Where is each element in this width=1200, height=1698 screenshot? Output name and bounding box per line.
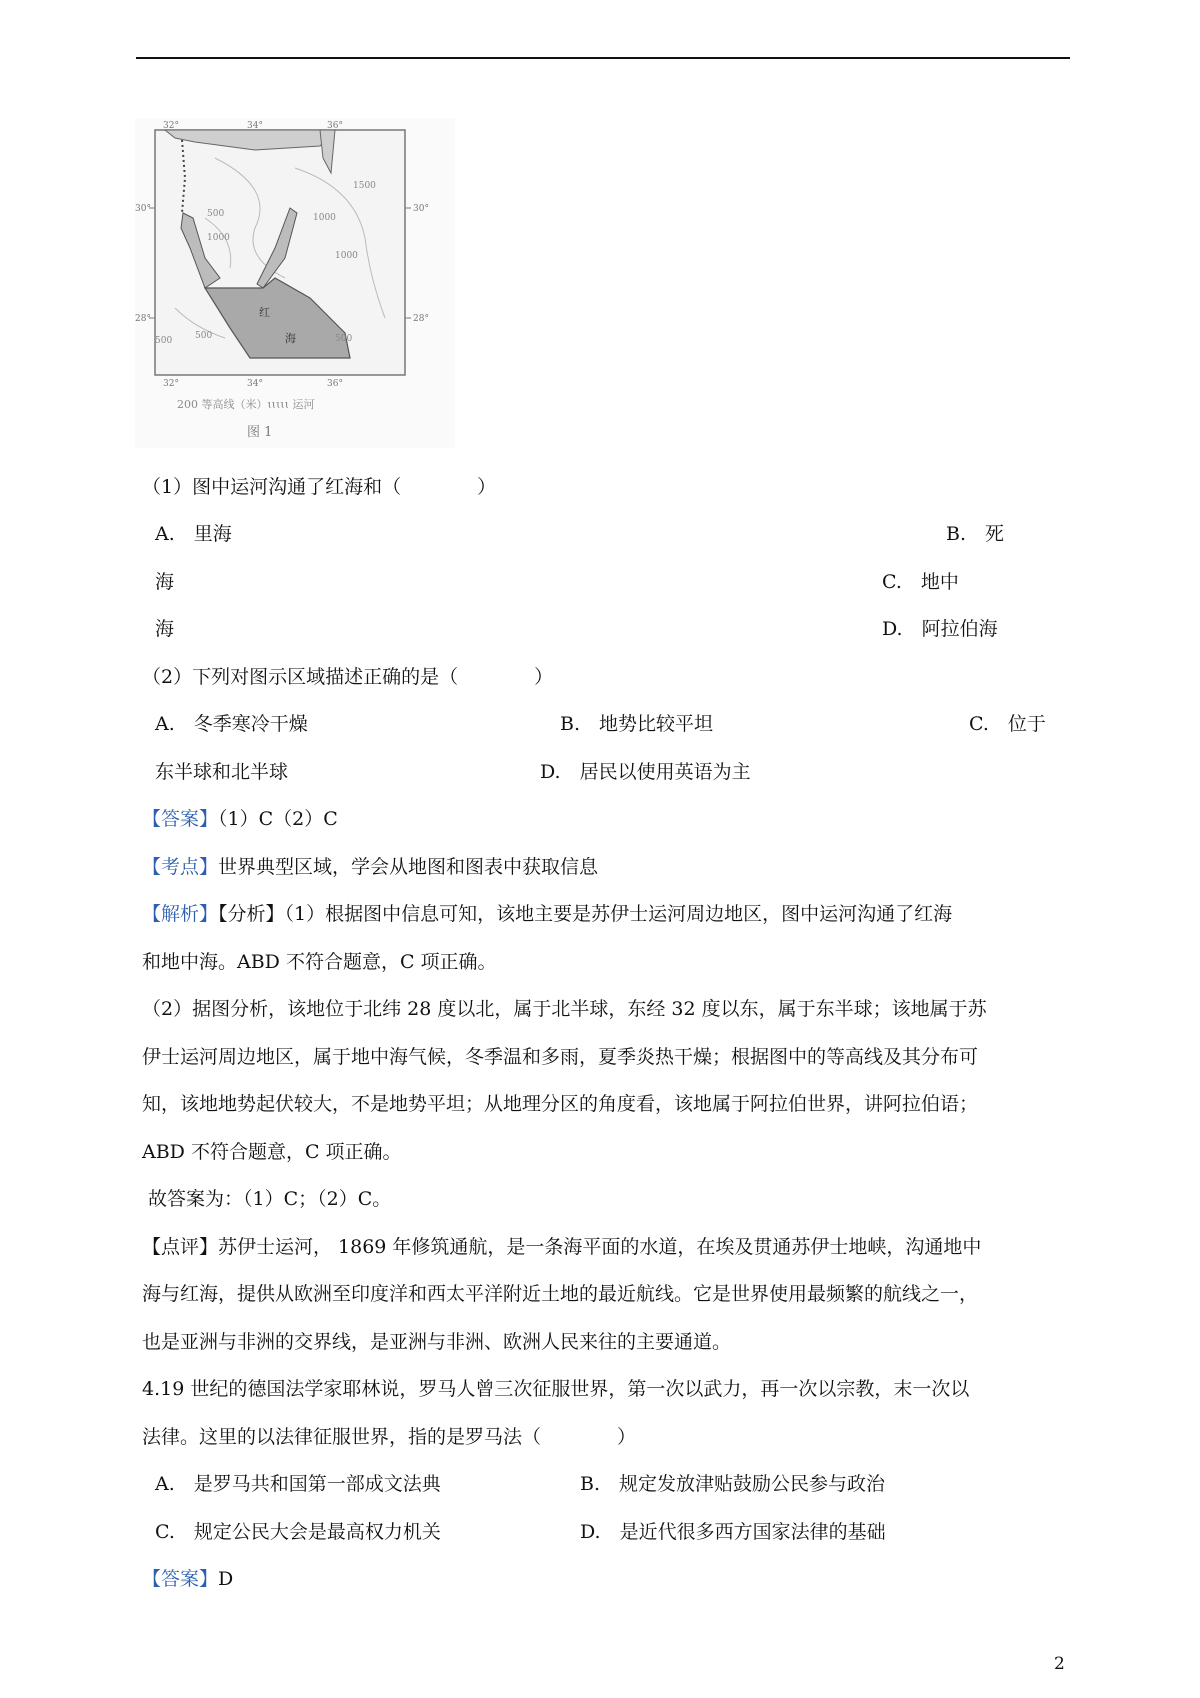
contour-label: 1000: [313, 213, 336, 223]
suez-map-figure: [135, 118, 455, 448]
q2-stem: （2）下列对图示区域描述正确的是（ ）: [142, 666, 554, 688]
q2-option-b: B. 地势比较平坦: [560, 713, 714, 735]
jiexi-line-7: 故答案为：（1）C；（2）C。: [148, 1188, 392, 1210]
q1-stem: （1）图中运河沟通了红海和（ ）: [142, 476, 497, 498]
map-bottom-lon-2: 34°: [247, 379, 263, 389]
q2-option-c-cont: 东半球和北半球: [155, 761, 289, 783]
jiexi-line-6: ABD 不符合题意，C 项正确。: [142, 1141, 402, 1163]
dianping-line-3: 也是亚洲与非洲的交界线，是亚洲与非洲、欧洲人民来往的主要通道。: [142, 1331, 732, 1353]
red-sea-label-1: 红: [259, 306, 270, 319]
map-left-lat-1: 30°: [135, 204, 151, 214]
q2-option-c: C. 位于: [969, 713, 1046, 735]
q4-stem-line-1: 4.19 世纪的德国法学家耶林说，罗马人曾三次征服世界，第一次以武力，再一次以宗教，末一次以: [142, 1378, 970, 1400]
dianping-line-1: 【点评】苏伊士运河， 1869 年修筑通航，是一条海平面的水道，在埃及贯通苏伊士地峡，沟通地中: [142, 1236, 982, 1258]
map-legend: 200 等高线（米）ɩɩɩɩɩ 运河: [177, 398, 315, 411]
q1-option-c-cont: 海: [155, 618, 175, 640]
header-rule: [136, 57, 1070, 59]
contour-label: 500: [207, 209, 225, 219]
answer-tag: 【答案】: [142, 808, 219, 830]
jiexi-line-1: [142, 902, 952, 926]
jiexi-line-5: 知，该地地势起伏较大，不是地势平坦；从地理分区的角度看，该地属于阿拉伯世界，讲阿拉伯语；: [142, 1093, 979, 1115]
jiexi-line-2: 和地中海。ABD 不符合题意，C 项正确。: [142, 951, 497, 973]
kaodian-row: [142, 855, 598, 879]
map-right-lat-2: 28°: [413, 314, 429, 324]
q1-option-c: C. 地中: [882, 571, 959, 593]
q1-option-d: D. 阿拉伯海: [882, 618, 998, 640]
answer-tag: 【答案】: [142, 1568, 219, 1590]
figure-caption: 图 1: [247, 425, 273, 440]
red-sea-label-2: 海: [285, 332, 296, 345]
map-bottom-lon-3: 36°: [327, 379, 343, 389]
answer-4-row: [142, 1567, 233, 1591]
contour-label: 1500: [353, 181, 376, 191]
jiexi-text-1: 【分析】（1）根据图中信息可知，该地主要是苏伊士运河周边地区，图中运河沟通了红海: [218, 903, 953, 925]
q4-stem-line-2: 法律。这里的以法律征服世界，指的是罗马法（ ）: [142, 1426, 637, 1448]
kaodian-tag: 【考点】: [142, 856, 219, 878]
q4-option-d: D. 是近代很多西方国家法律的基础: [580, 1521, 886, 1543]
answer-text: D: [218, 1568, 234, 1590]
map-top-lon-2: 34°: [247, 121, 263, 131]
map-left-lat-2: 28°: [135, 314, 151, 324]
map-bottom-lon-1: 32°: [163, 379, 179, 389]
contour-label: 500: [335, 334, 353, 344]
answer-text: （1）C（2）C: [218, 808, 338, 830]
q4-option-c: C. 规定公民大会是最高权力机关: [155, 1521, 441, 1543]
q1-option-b: B. 死: [946, 523, 1005, 545]
answer-1-row: [142, 807, 338, 831]
contour-label: 1000: [335, 251, 358, 261]
kaodian-text: 世界典型区域，学会从地图和图表中获取信息: [218, 856, 599, 878]
q2-option-a: A. 冬季寒冷干燥: [155, 713, 308, 735]
jiexi-line-3: （2）据图分析，该地位于北纬 28 度以北，属于北半球，东经 32 度以东，属于东半球；该地属于苏: [142, 998, 987, 1020]
jiexi-line-4: 伊士运河周边地区，属于地中海气候，冬季温和多雨，夏季炎热干燥；根据图中的等高线及其分布可: [142, 1046, 979, 1068]
map-top-lon-3: 36°: [327, 121, 343, 131]
q1-option-b-cont: 海: [155, 571, 175, 593]
dianping-line-2: 海与红海，提供从欧洲至印度洋和西太平洋附近土地的最近航线。它是世界使用最频繁的航线之一，: [142, 1283, 979, 1305]
q1-option-a: A. 里海: [155, 523, 232, 545]
jiexi-tag: 【解析】: [142, 903, 219, 925]
contour-label: 1000: [207, 233, 230, 243]
page-number: 2: [1054, 1654, 1065, 1674]
map-top-lon-1: 32°: [163, 121, 179, 131]
contour-label: 500: [195, 331, 213, 341]
map-right-lat-1: 30°: [413, 204, 429, 214]
contour-label: 500: [155, 336, 173, 346]
q2-option-d: D. 居民以使用英语为主: [540, 761, 751, 783]
q4-option-b: B. 规定发放津贴鼓励公民参与政治: [580, 1473, 886, 1495]
q4-option-a: A. 是罗马共和国第一部成文法典: [155, 1473, 441, 1495]
